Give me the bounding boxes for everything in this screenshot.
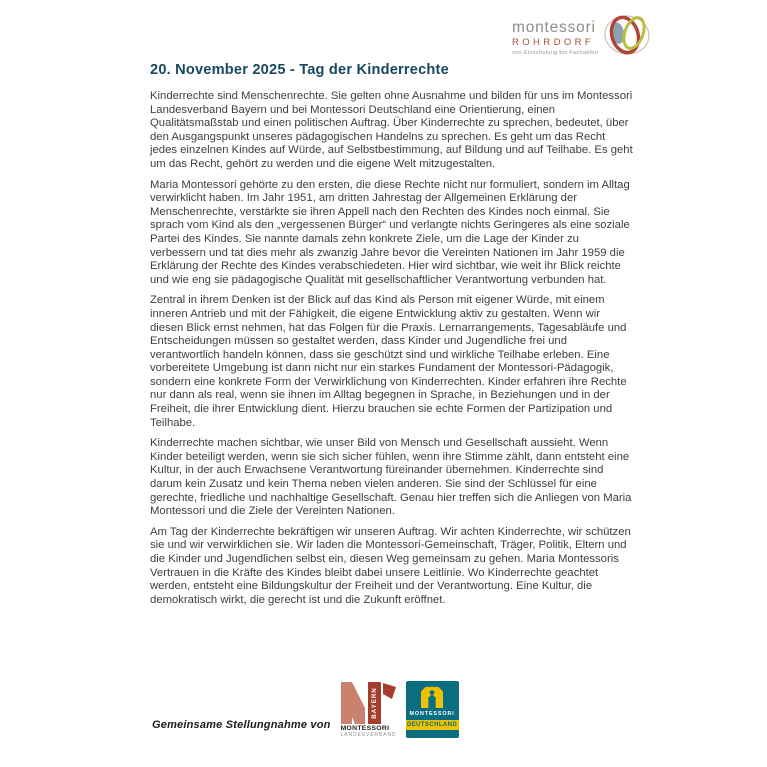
brand-tagline: von Einschulung bis Fachabitur: [512, 50, 599, 56]
bayern-logo-line2: LANDESVERBAND: [340, 732, 397, 738]
rohrdorf-emblem-icon: [601, 13, 651, 57]
document-body: [150, 62, 633, 614]
paragraph-3: Zentral in ihrem Denken ist der Blick auf das Kind als Person mit eigener Würde, mit einem inneren Antrieb und mit der Fähigkeit, die eigene Entwicklung aktiv zu gestalten. Wenn wir diesen Blick ernst nehmen, hat das Folgen für die Praxis. Lernarrangements, Tagesabläufe und Entscheidungen müssen so gestaltet werden, dass Kinder und Jugendliche frei und verantwortlich handeln können, dass sie geschützt sind und wirkliche Teilhabe erleben. Eine vorbereitete Umgebung ist dann nicht nur ein starkes Fundament der Montessori-Pädagogik, sondern eine konkrete Form der Verwirklichung von Kinderrechten. Kinder erfahren ihre Rechte nur dann als real, wenn sie ihnen im Alltag begegnen in Sprache, in Beziehungen und in der Freiheit, die ihrer Entwicklung dient. Hierzu brauchen sie echte Formen der Partizipation und Teilhabe.: [150, 294, 627, 429]
paragraph-1: Kinderrechte sind Menschenrechte. Sie gelten ohne Ausnahme und bilden für uns im Montessori Landesverband Bayern und bei Montessori Deutschland eine Orientierung, einen Qualitätsmaßstab und einen politischen Auftrag. Über Kinderrechte zu sprechen, bedeutet, über den Ausgangspunkt unseres pädagogischen Handelns zu sprechen. Es geht um das Recht jedes einzelnen Kindes auf Würde, auf Selbstbestimmung, auf Bildung und auf Teilhabe. Es geht um das Recht, gehört zu werden und die eigene Welt mitzugestalten.: [150, 90, 633, 170]
page-title: 20. November 2025 - Tag der Kinderrechte: [150, 62, 449, 78]
deutschland-logo-line2: DEUTSCHLAND: [407, 721, 458, 728]
brand-region: ROHRDORF: [512, 36, 595, 48]
deutschland-logo-line1: MONTESSORI: [409, 711, 455, 717]
paragraph-5: Am Tag der Kinderrechte bekräftigen wir unseren Auftrag. Wir achten Kinderrechte, wir schützen sie und wir verwirklichen sie. Wir laden die Montessori-Gemeinschaft, Träger, Politik, Eltern und die Kinder und Jugendlichen selbst ein, diesen Weg gemeinsam zu gehen. Maria Montessoris Vertrauen in die Kräfte des Kindes bleibt dabei unsere Leitlinie. Wo Kinderrechte geachtet werden, entsteht eine Bildungskultur der Freiheit und der Verantwortung. Eine Kultur, die demokratisch wirkt, die gerecht ist und die Zukunft eröffnet.: [150, 525, 631, 606]
montessori-bayern-logo: [341, 682, 397, 738]
deutschland-m-icon: [419, 686, 445, 708]
bayern-vertical-label: BAYERN: [370, 687, 378, 719]
bayern-logo-line1: MONTESSORI: [340, 725, 390, 732]
rohrdorf-logo-text: [512, 20, 599, 56]
bayern-m-icon: [341, 682, 397, 724]
paragraph-2: Maria Montessori gehörte zu den ersten, die diese Rechte nicht nur formuliert, sondern im Alltag verwirklicht haben. Im Jahr 1951, am dritten Jahrestag der Allgemeinen Erklärung der Menschenrechte, verstärkte sie ihren Appell nach den Rechten des Kindes noch einmal. Sie sprach vom Kind als den „vergessenen Bürger“ und verlangte nichts Geringeres als eine soziale Partei des Kindes. Sie nannte damals zehn konkrete Ziele, um die Lage der Kinder zu verbessern und tat dies mehr als zwanzig Jahre bevor die Vereinten Nationen im Jahr 1959 die Erklärung der Rechte des Kindes verabschiedeten. Hier wird sichtbar, wie weit ihr Blick reichte und wie eng sie pädagogische Qualität mit gesellschaftlicher Verantwortung verbunden hat.: [150, 178, 630, 286]
footer: [152, 681, 459, 738]
brand-name: montessori: [512, 19, 596, 36]
deutschland-logo-band: [406, 720, 459, 730]
rohrdorf-logo: [512, 13, 651, 57]
paragraph-4: Kinderrechte machen sichtbar, wie unser Bild von Mensch und Gesellschaft aussieht. Wenn Kinder beteiligt werden, wenn sie sich sicher fühlen, wenn ihre Stimme zählt, dann entsteht eine Kultur, in der auch Erwachsene Verantwortung füreinander übernehmen. Kinderrechte sind darum kein Zusatz und kein Thema neben vielen anderen. Sie sind der Schlüssel für eine gerechte, friedliche und nachhaltige Gesellschaft. Genau hier treffen sich die Anliegen von Maria Montessori und die Ziele der Vereinten Nationen.: [150, 437, 632, 518]
footer-caption: Gemeinsame Stellungnahme von: [152, 719, 331, 731]
montessori-deutschland-logo: [406, 681, 459, 738]
